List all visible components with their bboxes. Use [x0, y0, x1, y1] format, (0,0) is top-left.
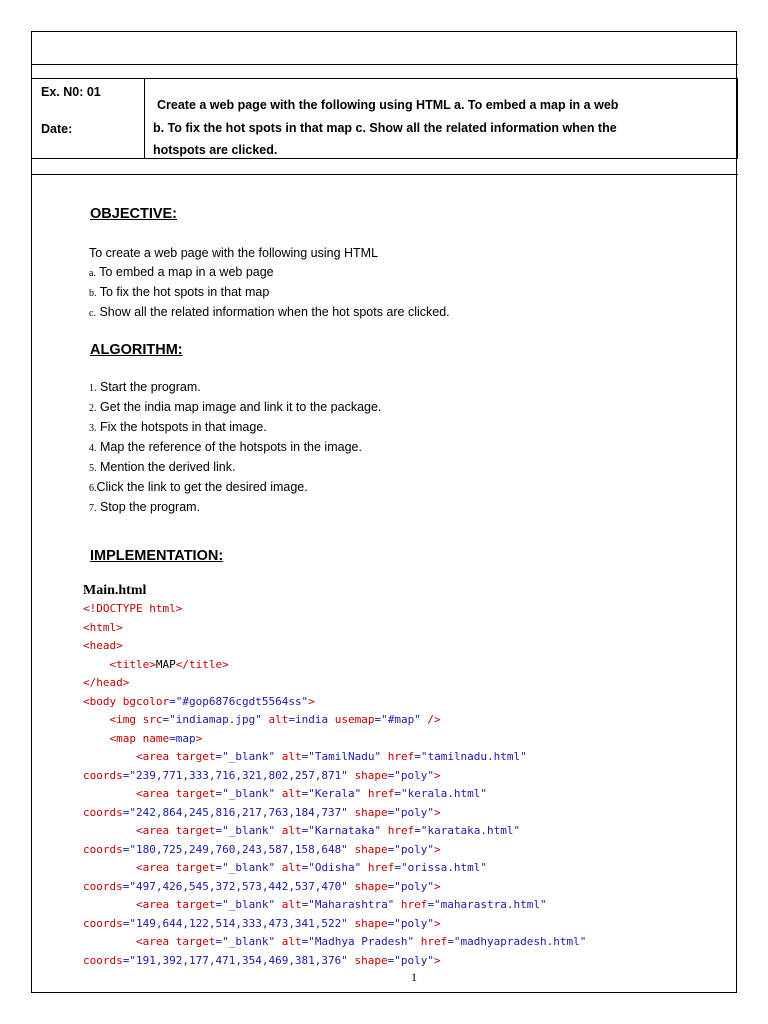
code-token [83, 935, 136, 948]
header-rule-bottom [31, 174, 738, 175]
code-token: target [175, 750, 216, 763]
implementation-heading: IMPLEMENTATION: [90, 548, 224, 564]
code-token: ="149,644,122,514,333,473,341,522" [122, 916, 348, 930]
code-token: target [175, 861, 216, 874]
algorithm-step: 2. Get the india map image and link it to the package. [89, 400, 382, 414]
code-token: <html> [83, 620, 123, 634]
code-token: ="Karnataka" [301, 824, 382, 837]
code-token: > [434, 768, 441, 782]
algorithm-step: 4. Map the reference of the hotspots in the image. [89, 440, 362, 454]
code-token: ="_blank" [215, 935, 276, 948]
code-token: <area [135, 898, 176, 911]
code-token: target [175, 898, 216, 911]
code-token [83, 824, 136, 837]
code-token: ="TamilNadu" [301, 750, 382, 763]
code-token: ="poly" [387, 768, 435, 782]
code-token: shape [347, 953, 388, 967]
exercise-task [153, 93, 733, 163]
code-token [83, 732, 110, 745]
code-line [83, 674, 586, 693]
algorithm-step: 6.Click the link to get the desired image. [89, 480, 308, 494]
code-line [83, 711, 586, 730]
code-token [83, 713, 110, 726]
code-token: <map [109, 731, 143, 745]
code-token: <area [135, 935, 176, 948]
code-token: ="poly" [387, 879, 435, 893]
header-column-divider [144, 79, 145, 158]
code-token: <head> [83, 639, 123, 652]
code-token: alt [261, 713, 289, 726]
code-token: target [175, 787, 216, 800]
code-token: <body [83, 694, 123, 708]
code-token: ="180,725,249,760,243,587,158,648" [122, 842, 348, 856]
code-line [83, 600, 586, 619]
code-token: coords [83, 768, 123, 782]
code-token: ="_blank" [215, 750, 276, 763]
code-token: ="242,864,245,816,217,763,184,737" [122, 805, 348, 819]
code-token [83, 787, 136, 800]
code-line [83, 915, 586, 934]
code-token [83, 658, 110, 671]
code-token: href [361, 787, 395, 800]
code-token: ="poly" [387, 953, 435, 967]
code-token: coords [83, 953, 123, 967]
code-token: bgcolor [122, 694, 170, 708]
code-token: ="kerala.html" [394, 787, 488, 800]
code-token: href [414, 935, 448, 948]
code-token: > [308, 694, 315, 708]
code-token: alt [275, 787, 302, 800]
code-token: ="tamilnadu.html" [414, 750, 527, 763]
code-token: shape [347, 916, 388, 930]
code-token: coords [83, 879, 123, 893]
objective-intro: To create a web page with the following using HTML [89, 246, 379, 260]
code-line [83, 822, 586, 841]
code-token: <area [135, 824, 176, 837]
code-token: > [195, 731, 203, 745]
code-token: ="orissa.html" [394, 861, 488, 874]
code-listing [83, 600, 586, 970]
code-token: > [434, 842, 441, 856]
code-token: ="#map" [374, 713, 421, 726]
code-token: coords [83, 916, 123, 930]
objective-item: b. To fix the hot spots in that map [89, 285, 270, 299]
code-token: target [175, 935, 216, 948]
code-token: ="maharastra.html" [427, 898, 547, 911]
code-token: alt [275, 898, 302, 911]
code-token: ="#gop6876cgdt5564ss" [169, 694, 309, 708]
exercise-number: Ex. N0: 01 [41, 85, 101, 99]
code-line [83, 896, 586, 915]
code-token: shape [347, 879, 388, 893]
code-line [83, 693, 586, 712]
code-token: </head> [83, 676, 130, 689]
code-token: MAP [155, 657, 176, 671]
code-token [83, 898, 136, 911]
algorithm-step: 7. Stop the program. [89, 500, 201, 514]
code-line [83, 656, 586, 675]
code-token: target [175, 824, 216, 837]
code-token: ="Kerala" [301, 787, 362, 800]
code-token: shape [347, 805, 388, 819]
code-token: ="karataka.html" [414, 824, 521, 837]
code-token: > [434, 916, 441, 930]
exercise-header-table [31, 78, 738, 159]
task-line: hotspots are clicked. [153, 143, 278, 157]
code-token: <title> [109, 657, 156, 671]
code-token: <img [109, 713, 143, 726]
code-line [83, 841, 586, 860]
algorithm-step: 1. Start the program. [89, 380, 201, 394]
code-token [83, 750, 136, 763]
code-line [83, 619, 586, 638]
objective-item: a. To embed a map in a web page [89, 265, 274, 279]
code-token: href [361, 861, 395, 874]
code-token: ="madhyapradesh.html" [447, 935, 587, 948]
code-token: > [434, 953, 441, 967]
page-number: 1 [411, 970, 417, 984]
code-token: <area [135, 750, 176, 763]
code-token: =india [288, 713, 335, 726]
code-token: /> [420, 713, 441, 726]
task-line: b. To fix the hot spots in that map c. Show all the related information when the [153, 120, 617, 135]
code-line [83, 767, 586, 786]
code-token [83, 861, 136, 874]
algorithm-step: 3. Fix the hotspots in that image. [89, 420, 267, 434]
code-line [83, 785, 586, 804]
code-token: ="Madhya Pradesh" [301, 935, 415, 948]
code-token: coords [83, 842, 123, 856]
objective-item: c. Show all the related information when the hot spots are clicked. [89, 305, 450, 319]
code-token: ="poly" [387, 805, 435, 819]
objective-body [89, 244, 450, 323]
code-line [83, 748, 586, 767]
task-line: Create a web page with the following using HTML a. To embed a map in a web [157, 98, 619, 112]
code-token: </title> [175, 657, 229, 671]
code-token: shape [347, 842, 388, 856]
code-token: ="poly" [387, 842, 435, 856]
code-line [83, 859, 586, 878]
code-token: ="497,426,545,372,573,442,537,470" [122, 879, 348, 893]
code-token: ="_blank" [215, 787, 276, 800]
code-token: <!DOCTYPE html> [83, 602, 183, 615]
code-line [83, 952, 586, 971]
header-rule-top [31, 64, 738, 65]
code-line [83, 878, 586, 897]
code-token: usemap [334, 713, 375, 726]
code-token: ="191,392,177,471,354,469,381,376" [122, 953, 348, 967]
code-line [83, 804, 586, 823]
code-token: <area [135, 861, 176, 874]
algorithm-step: 5. Mention the derived link. [89, 460, 236, 474]
code-token: > [434, 879, 441, 893]
date-label: Date: [41, 122, 73, 136]
code-token: > [434, 805, 441, 819]
code-token: ="Maharashtra" [301, 898, 395, 911]
code-token: ="_blank" [215, 824, 276, 837]
code-token: href [394, 898, 428, 911]
code-token: alt [275, 935, 302, 948]
code-token: alt [275, 824, 302, 837]
code-token: ="_blank" [215, 898, 276, 911]
code-token: ="poly" [387, 916, 435, 930]
objective-heading: OBJECTIVE: [90, 206, 178, 222]
code-line [83, 933, 586, 952]
algorithm-steps [89, 378, 381, 518]
code-token: src [142, 713, 163, 726]
code-token: href [381, 824, 415, 837]
code-token: =map [169, 731, 196, 745]
code-line [83, 730, 586, 749]
code-token: shape [347, 768, 388, 782]
code-token: ="indiamap.jpg" [162, 713, 262, 726]
code-line [83, 637, 586, 656]
code-token: coords [83, 805, 123, 819]
code-token: href [381, 750, 415, 763]
algorithm-heading: ALGORITHM: [90, 342, 183, 358]
code-token: ="_blank" [215, 861, 276, 874]
code-token: ="239,771,333,716,321,802,257,871" [122, 768, 348, 782]
code-token: name [142, 731, 170, 745]
code-token: alt [275, 750, 302, 763]
code-token: ="Odisha" [301, 861, 362, 874]
code-token: <area [135, 787, 176, 800]
file-name: Main.html [83, 583, 147, 598]
code-token: alt [275, 861, 302, 874]
